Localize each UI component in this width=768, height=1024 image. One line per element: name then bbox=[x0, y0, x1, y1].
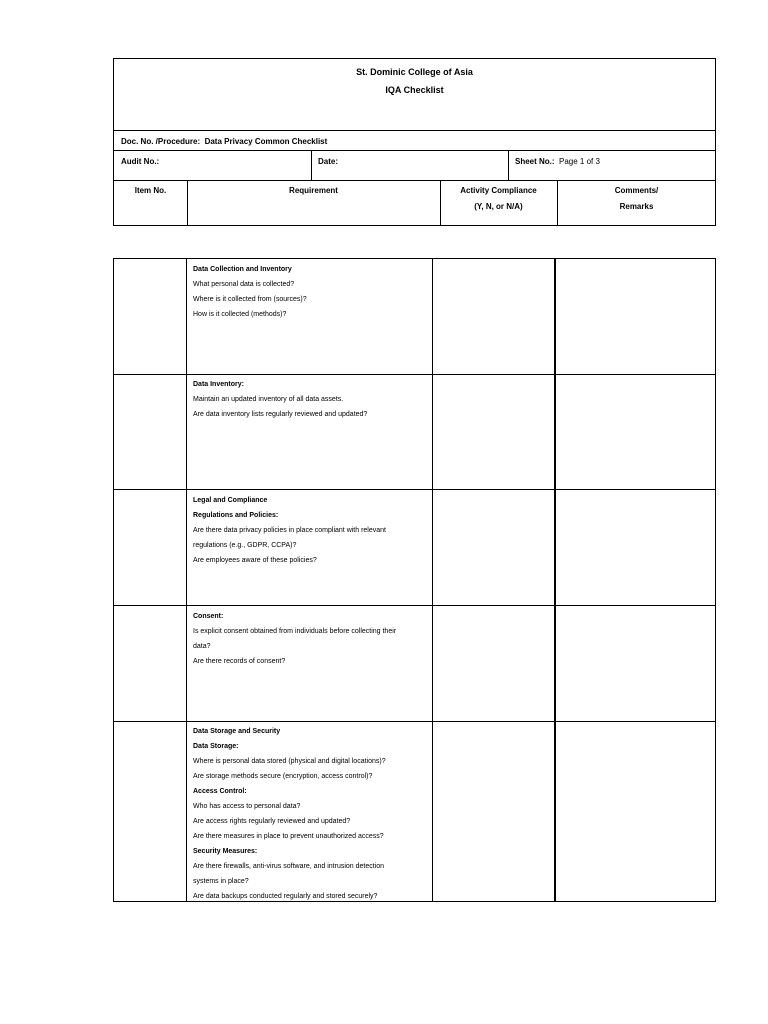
doc-no-value: Data Privacy Common Checklist bbox=[204, 137, 328, 146]
column-header-item-no: Item No. bbox=[134, 186, 167, 195]
checklist-question: What personal data is collected? bbox=[193, 281, 295, 288]
checklist-question: Are data backups conducted regularly and stored securely? bbox=[193, 893, 378, 900]
requirement-cell bbox=[193, 609, 433, 669]
remarks-label: Remarks bbox=[619, 202, 654, 211]
checklist-question: Are data inventory lists regularly reviewed and updated? bbox=[193, 411, 368, 418]
divider bbox=[114, 150, 715, 151]
column-header-requirement: Requirement bbox=[289, 186, 338, 195]
subsection-heading: Security Measures: bbox=[193, 848, 258, 855]
checklist-question: Where is personal data stored (physical and digital locations)? bbox=[193, 758, 386, 765]
section-heading: Consent: bbox=[193, 613, 224, 620]
row-divider bbox=[114, 489, 715, 490]
checklist-question: Who has access to personal data? bbox=[193, 803, 301, 810]
section-heading: Data Storage and Security bbox=[193, 728, 281, 735]
sheet-no-field bbox=[515, 157, 600, 166]
column-header-activity-compliance bbox=[440, 183, 557, 215]
divider bbox=[114, 130, 715, 131]
requirement-cell bbox=[193, 262, 433, 322]
checklist-question: data? bbox=[193, 643, 211, 650]
date-label: Date: bbox=[318, 157, 339, 166]
checklist-question: Are employees aware of these policies? bbox=[193, 557, 317, 564]
checklist-question: Is explicit consent obtained from individuals before collecting their bbox=[193, 628, 397, 635]
audit-no-label: Audit No.: bbox=[121, 157, 160, 166]
comments-label: Comments/ bbox=[614, 186, 659, 195]
column-header-comments bbox=[557, 183, 716, 215]
column-divider bbox=[186, 259, 187, 901]
checklist-question: Maintain an updated inventory of all data assets. bbox=[193, 396, 344, 403]
divider bbox=[311, 150, 312, 180]
sheet-no-value: Page 1 of 3 bbox=[559, 157, 600, 166]
section-heading: Data Collection and Inventory bbox=[193, 266, 292, 273]
section-heading: Legal and Compliance bbox=[193, 497, 268, 504]
requirement-cell bbox=[193, 724, 433, 904]
doc-no-field bbox=[121, 137, 327, 146]
row-divider bbox=[114, 721, 715, 722]
document-title: IQA Checklist bbox=[385, 85, 444, 95]
checklist-question: systems in place? bbox=[193, 878, 249, 885]
divider bbox=[114, 180, 715, 181]
subsection-heading: Access Control: bbox=[193, 788, 247, 795]
sheet-no-label: Sheet No.: bbox=[515, 157, 555, 166]
college-name: St. Dominic College of Asia bbox=[356, 67, 473, 77]
divider bbox=[508, 150, 509, 180]
checklist-question: Are there records of consent? bbox=[193, 658, 286, 665]
checklist-question: Are there measures in place to prevent unauthorized access? bbox=[193, 833, 384, 840]
activity-compliance-label: Activity Compliance bbox=[460, 186, 537, 195]
checklist-question: regulations (e.g., GDPR, CCPA)? bbox=[193, 542, 297, 549]
row-divider bbox=[114, 605, 715, 606]
requirement-cell bbox=[193, 493, 433, 568]
activity-compliance-options: (Y, N, or N/A) bbox=[474, 202, 523, 211]
checklist-header bbox=[113, 58, 716, 226]
column-divider bbox=[554, 259, 556, 901]
subsection-heading: Regulations and Policies: bbox=[193, 512, 279, 519]
subsection-heading: Data Storage: bbox=[193, 743, 239, 750]
checklist-question: Are there data privacy policies in place compliant with relevant bbox=[193, 527, 386, 534]
checklist-question: Are there firewalls, anti-virus software, and intrusion detection bbox=[193, 863, 385, 870]
checklist-question: How is it collected (methods)? bbox=[193, 311, 287, 318]
requirement-cell bbox=[193, 377, 433, 422]
checklist-table bbox=[113, 258, 716, 902]
checklist-question: Where is it collected from (sources)? bbox=[193, 296, 307, 303]
section-heading: Data Inventory: bbox=[193, 381, 244, 388]
row-divider bbox=[114, 374, 715, 375]
checklist-question: Are storage methods secure (encryption, access control)? bbox=[193, 773, 373, 780]
checklist-question: Are access rights regularly reviewed and updated? bbox=[193, 818, 351, 825]
doc-no-label: Doc. No. /Procedure: bbox=[121, 137, 201, 146]
